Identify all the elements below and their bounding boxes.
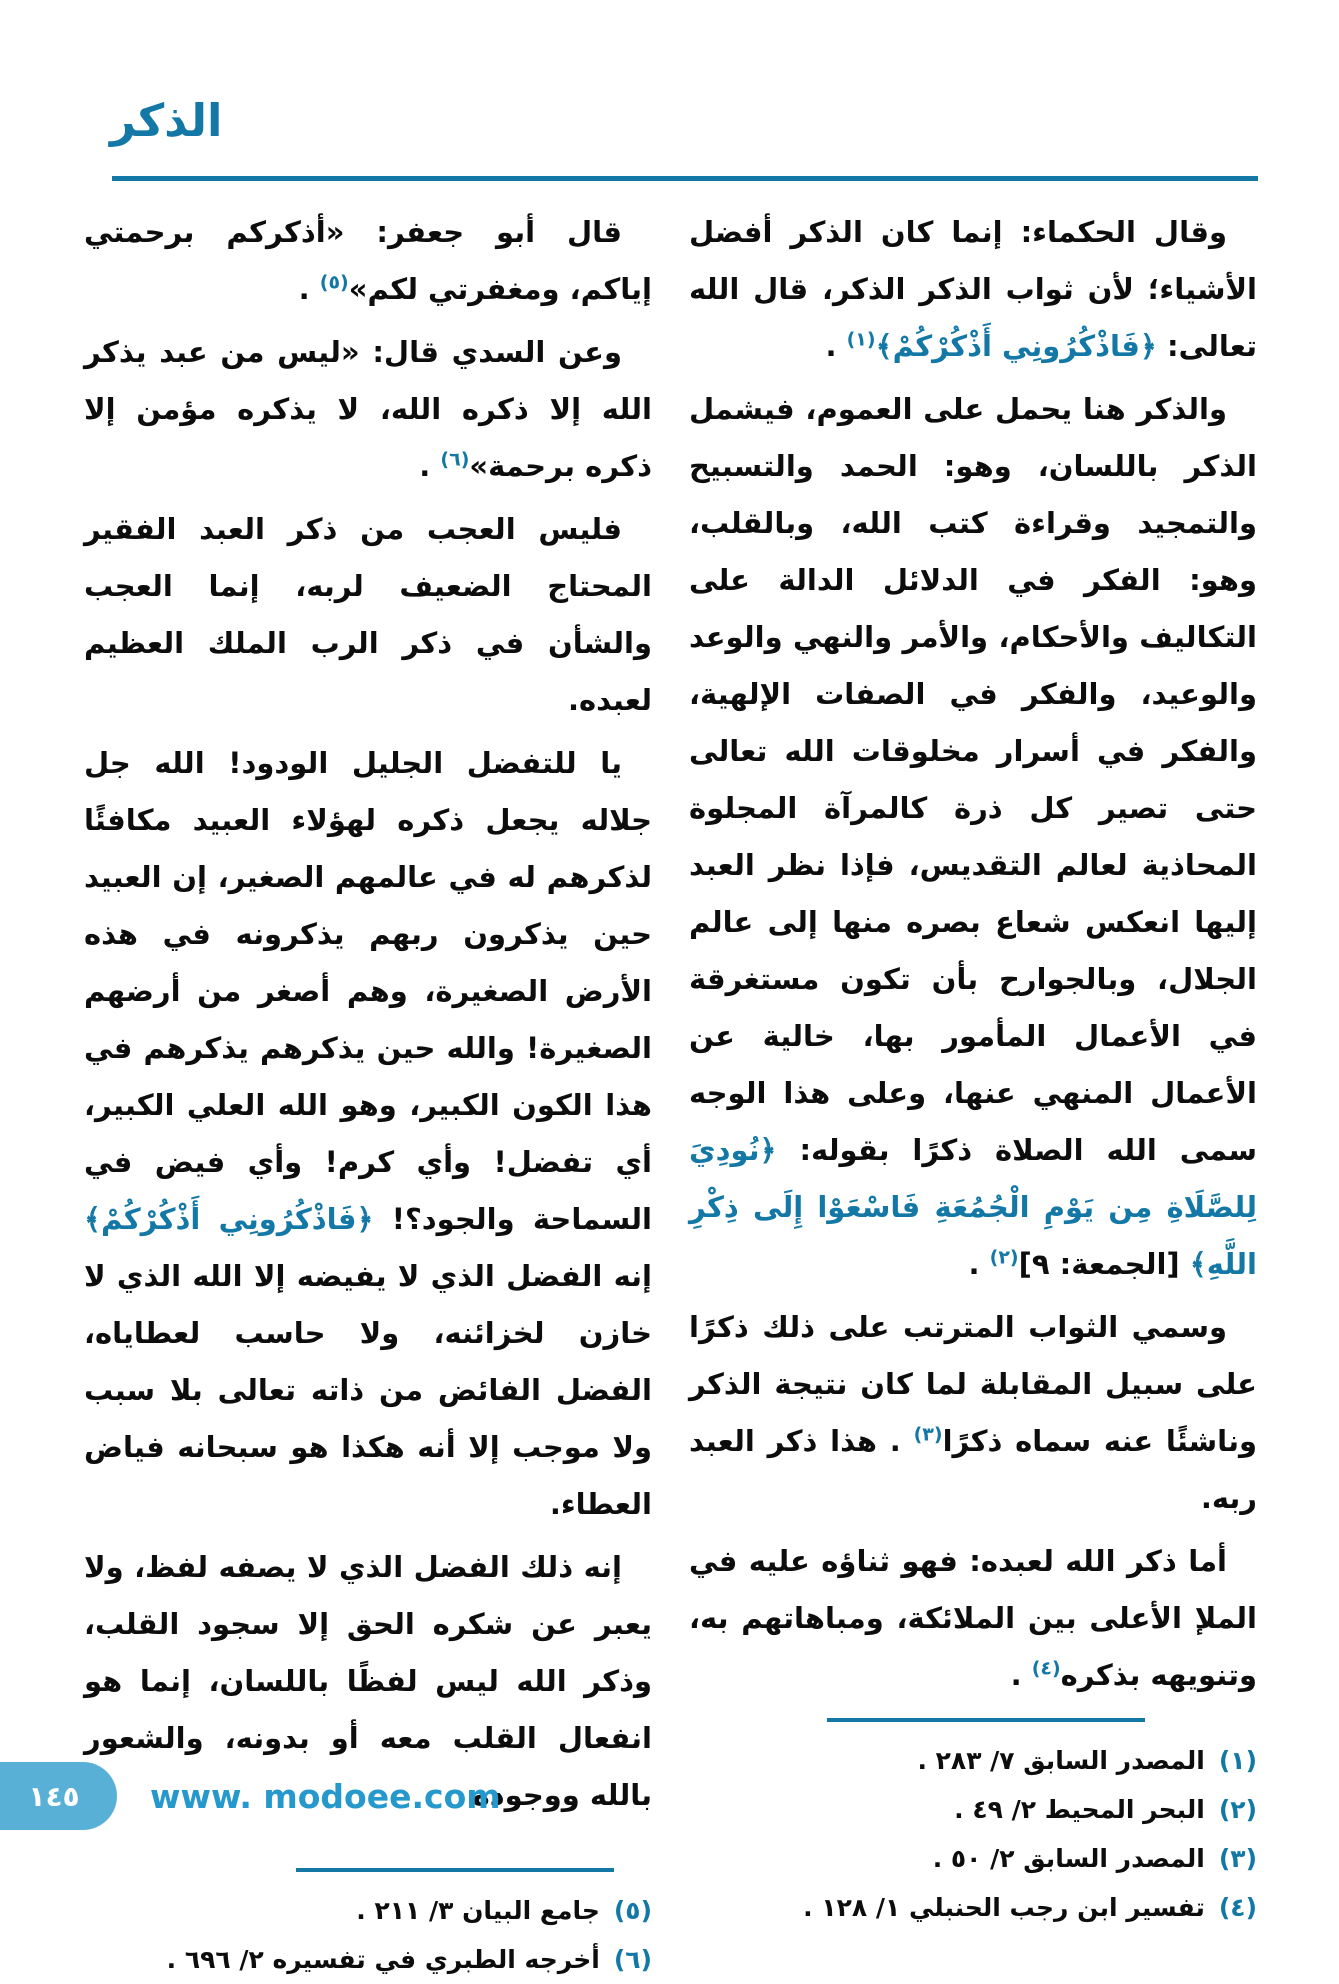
footnote-number: (٢) [1218, 1795, 1257, 1824]
footnote-number: (٥) [613, 1896, 652, 1925]
footnote [84, 1935, 652, 1984]
paragraph [689, 381, 1257, 1293]
footnote [689, 1785, 1257, 1834]
body-text: إنه الفضل الذي لا يفيضه إلا الله الذي لا خازن لخزائنه، ولا حاسب لعطاياه، الفضل الفائض من ذاته تعالى بلا سبب ولا موجب إلا أنه هكذا هو سبحانه فياض العطاء. [84, 1259, 652, 1521]
column-left-footnote-block [84, 1868, 652, 1984]
paragraph [689, 204, 1257, 375]
footnote-number: (٣) [1218, 1844, 1257, 1873]
footnote-ref: (٢) [989, 1246, 1019, 1269]
footnote [689, 1883, 1257, 1932]
body-text: وسمي الثواب المترتب على ذلك ذكرًا على سبيل المقابلة لما كان نتيجة الذكر وناشئًا عنه سماه ذكرًا [689, 1310, 1257, 1458]
paragraph [84, 324, 652, 495]
quran-verse: ﴿فَاذْكُرُونِي أَذْكُرْكُمْ﴾ [84, 1202, 374, 1236]
footnote-ref: (٥) [319, 271, 349, 294]
website-link[interactable]: www. modoee.com [150, 1777, 501, 1816]
column-right [689, 204, 1257, 1932]
column-left-paragraphs [84, 204, 652, 1824]
column-right-footnote-block [689, 1718, 1257, 1932]
page-number-badge [0, 1762, 117, 1830]
body-text: فليس العجب من ذكر العبد الفقير المحتاج الضعيف لربه، إنما العجب والشأن في ذكر الرب الملك العظيم لعبده. [84, 512, 652, 717]
footnote-number: (١) [1218, 1746, 1257, 1775]
footnote-text: المصدر السابق ٧/ ٢٨٣ . [917, 1746, 1205, 1775]
body-text: وقال الحكماء: إنما كان الذكر أفضل الأشياء؛ لأن ثواب الذكر الذكر، قال الله تعالى: [689, 215, 1257, 363]
body-text: والذكر هنا يحمل على العموم، فيشمل الذكر باللسان، وهو: الحمد والتسبيح والتمجيد وقراءة كتب الله، وبالقلب، وهو: الفكر في الدلائل الدالة على التكاليف والأحكام، والأمر والنهي والوعد والوعيد، والفكر في الصفات الإلهية، والفكر في أسرار مخلوقات الله تعالى حتى تصير كل ذرة كالمرآة المجلوة المحاذية لعالم التقديس، فإذا نظر العبد إليها انعكس شعاع بصره منها إلى عالم الجلال، وبالجوارح بأن تكون مستغرقة في الأعمال المأمور بها، خالية عن الأعمال المنهي عنها، وعلى هذا الوجه سمى الله الصلاة ذكرًا بقوله: [689, 392, 1257, 1167]
body-text: . هذا ذكر العبد ربه. [689, 1424, 1257, 1515]
footnote-text: المصدر السابق ٢/ ٥٠ . [932, 1844, 1205, 1873]
quran-verse: ﴿فَاذْكُرُونِي أَذْكُرْكُمْ﴾ [875, 329, 1157, 363]
paragraph [689, 1533, 1257, 1704]
body-text: وعن السدي قال: «ليس من عبد يذكر الله إلا ذكره الله، لا يذكره مؤمن إلا ذكره برحمة» [84, 335, 652, 483]
footnote-ref: (٤) [1031, 1657, 1061, 1680]
body-text: أما ذكر الله لعبده: فهو ثناؤه عليه في الملإ الأعلى بين الملائكة، ومباهاتهم به، وتنويهه بذكره [689, 1544, 1257, 1692]
footnote-number: (٦) [613, 1945, 652, 1974]
footnote [689, 1834, 1257, 1883]
footnote [689, 1736, 1257, 1785]
paragraph [84, 204, 652, 318]
column-right-footnotes [689, 1736, 1257, 1932]
paragraph [84, 735, 652, 1533]
column-right-paragraphs [689, 204, 1257, 1704]
body-text: . [1010, 1658, 1032, 1692]
body-text: [الجمعة: ٩] [1018, 1247, 1190, 1281]
paragraph [84, 501, 652, 729]
footnote-number: (٤) [1218, 1893, 1257, 1922]
header-rule [112, 176, 1258, 181]
body-text: إنه ذلك الفضل الذي لا يصفه لفظ، ولا يعبر عن شكره الحق إلا سجود القلب، وذكر الله ليس لفظًا باللسان، إنما هو انفعال القلب معه أو بدونه، والشعور بالله ووجوده [84, 1550, 652, 1812]
page-number: ١٤٥ [28, 1779, 80, 1813]
page-header-title: الذكر [110, 94, 223, 147]
body-text: قال أبو جعفر: «أذكركم برحمتي إياكم، ومغفرتي لكم» [84, 215, 652, 306]
footnote-ref: (١) [846, 328, 876, 351]
footnote-text: جامع البيان ٣/ ٢١١ . [356, 1896, 600, 1925]
footnote-text: البحر المحيط ٢/ ٤٩ . [954, 1795, 1205, 1824]
quran-verse: ﴿نُودِيَ لِلصَّلَاةِ مِن يَوْمِ الْجُمُعَةِ فَاسْعَوْا إِلَى ذِكْرِ اللَّهِ﴾ [689, 1133, 1257, 1281]
body-text: . [419, 449, 441, 483]
footnote [84, 1886, 652, 1935]
column-left-footnotes [84, 1886, 652, 1984]
footnote-text: أخرجه الطبري في تفسيره ٢/ ٦٩٦ . [166, 1945, 600, 1974]
footnote-ref: (٣) [913, 1423, 943, 1446]
body-text: . [825, 329, 847, 363]
column-left [84, 204, 652, 1984]
body-text: . [968, 1247, 990, 1281]
footnote-ref: (٦) [440, 448, 470, 471]
paragraph [689, 1299, 1257, 1527]
footnote-text: تفسير ابن رجب الحنبلي ١/ ١٢٨ . [803, 1893, 1205, 1922]
body-text: يا للتفضل الجليل الودود! الله جل جلاله يجعل ذكره لهؤلاء العبيد مكافئًا لذكرهم له في عالمهم الصغير، إن العبيد حين يذكرون ربهم يذكرونه في هذه الأرض الصغيرة، وهم أصغر من أرضهم الصغيرة! والله حين يذكرهم يذكرهم في هذا الكون الكبير، وهو الله العلي الكبير، أي تفضل! وأي كرم! وأي فيض في السماحة والجود؟! [84, 746, 652, 1236]
footnote-separator [296, 1868, 614, 1872]
footnote-separator [827, 1718, 1145, 1722]
body-text: . [298, 272, 320, 306]
text-columns [85, 204, 1257, 1984]
